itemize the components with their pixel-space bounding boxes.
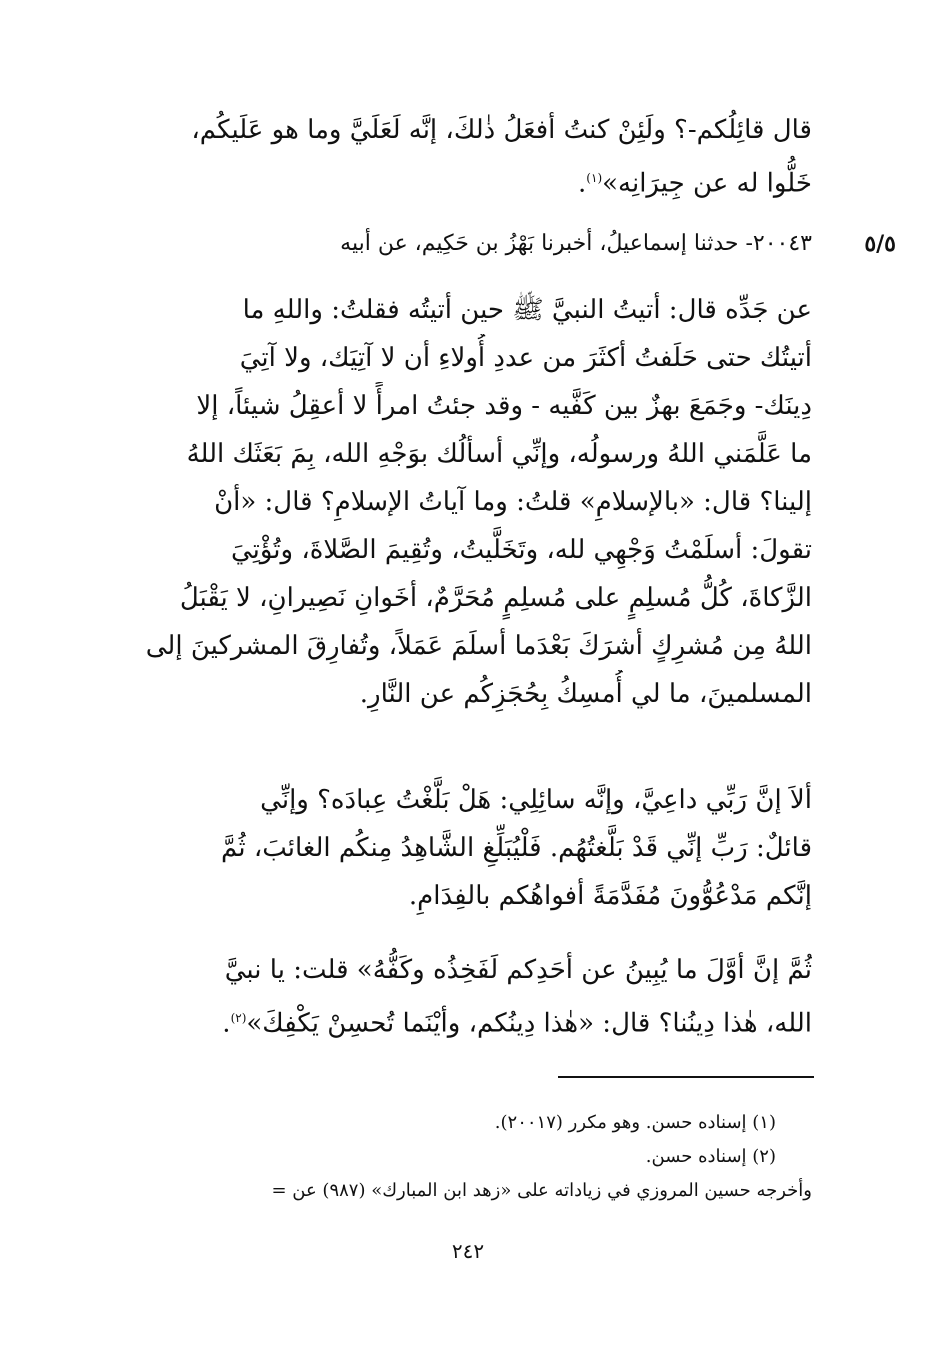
- text-line: الله، هٰذا دِينُنا؟ قال: «هٰذا دِينُكم، وأيْنَما تُحسِنْ يَكْفِكَ»$^{(٢)}$.: [222, 1008, 812, 1039]
- text-line: قائلٌ: رَبِّ إنِّي قَدْ بَلَّغتُهُم. فَلْيُبَلِّغِ الشَّاهِدُ مِنكُم الغائبَ، ثُمَّ: [221, 833, 812, 863]
- section-marker: ٥/٥: [864, 231, 896, 257]
- footnote-separator: [558, 1076, 814, 1078]
- text-line: ما عَلَّمَني اللهُ ورسولُه، وإنِّي أسألُك بوَجْهِ الله، بِمَ بَعَثَك اللهُ: [186, 439, 812, 469]
- text-line: إلينا؟ قال: «بالإسلامِ» قلتُ: وما آياتُ الإسلامِ؟ قال: «أنْ: [214, 487, 812, 517]
- paragraph: [100, 946, 812, 1048]
- text-line: الزَّكاةَ، كُلُّ مُسلِمٍ على مُسلِمٍ مُحَرَّمٌ، أخَوانِ نَصِيرانِ، لا يَقْبَلُ: [179, 583, 812, 613]
- text-line: خَلُّوا له عن جِيرَانِه»$^{(١)}$.: [578, 168, 812, 199]
- text-line: ألاَ إنَّ رَبِّي داعِيَّ، وإنَّه سائِلِي: هَلْ بَلَّغْتُ عِبادَه؟ وإنِّي: [260, 785, 812, 815]
- text-line: اللهُ مِن مُشرِكٍ أشرَكَ بَعْدَما أسلَمَ عَمَلاً، وتُفارِقَ المشركينَ إلى: [145, 631, 812, 661]
- text-line: إنَّكم مَدْعُوُّونَ مُفَدَّمَةً أفواهُكم بالفِدَامِ.: [408, 881, 812, 911]
- text-line: عن جَدِّه قال: أتيتُ النبيَّ ﷺ حين أتيتُه فقلتُ: واللهِ ما: [242, 295, 812, 325]
- paragraph: [100, 776, 812, 920]
- text-line: ثُمَّ إنَّ أوَّلَ ما يُبِينُ عن أحَدِكم لَفَخِذُه وكَفُّهُ» قلت: يا نبيَّ: [224, 955, 812, 985]
- text-line: أتيتُك حتى حَلَفتُ أكثَرَ من عددِ أُولاءِ أن لا آتِيَك، ولا آتِيَ: [239, 343, 812, 373]
- text-segment: الله، هٰذا دِينُنا؟ قال: «هٰذا دِينُكم، وأيْنَما تُحسِنْ يَكْفِكَ»: [246, 1008, 812, 1039]
- footnote-2: (٢) إسناده حسن.: [645, 1146, 776, 1167]
- footnote-ref-2: (٢): [230, 1011, 247, 1025]
- text-line: قال قائِلُكم-؟ ولَئِنْ كنتُ أفعَلُ ذٰلكَ، إنَّه لَعَلَيَّ وما هو عَلَيكُم،: [191, 115, 812, 145]
- page-number: ٢٤٢: [451, 1239, 485, 1263]
- text-line: تقولَ: أسلَمْتُ وَجْهِي لله، وتَخَلَّيتُ، وتُقِيمَ الصَّلاةَ، وتُؤْتِيَ: [230, 535, 812, 565]
- footnote-1: (١) إسناده حسن. وهو مكرر (٢٠٠١٧).: [494, 1112, 776, 1133]
- text-line: المسلمينَ، ما لي أُمسِكُ بِحُجَزِكُم عن النَّارِ.: [359, 679, 812, 709]
- hadith-header: ٢٠٠٤٣- حدثنا إسماعيلُ، أخبرنا بَهْزُ بن حَكِيم، عن أبيه: [340, 231, 812, 256]
- hadith-body: [100, 286, 812, 718]
- footnotes: [100, 1106, 812, 1208]
- footnote-ref-1: (١): [586, 171, 603, 185]
- paragraph-continuation: [100, 106, 812, 208]
- footnote-2-continuation: وأخرجه حسين المروزي في زياداته على «زهد ابن المبارك» (٩٨٧) عن =: [271, 1180, 812, 1201]
- text-line: دِينَك- وجَمَعَ بهزٌ بين كَفَّيه - وقد جئتُ امرأً لا أعقِلُ شيئاً، إلا: [196, 391, 812, 421]
- text-segment: خَلُّوا له عن جِيرَانِه»: [602, 168, 812, 199]
